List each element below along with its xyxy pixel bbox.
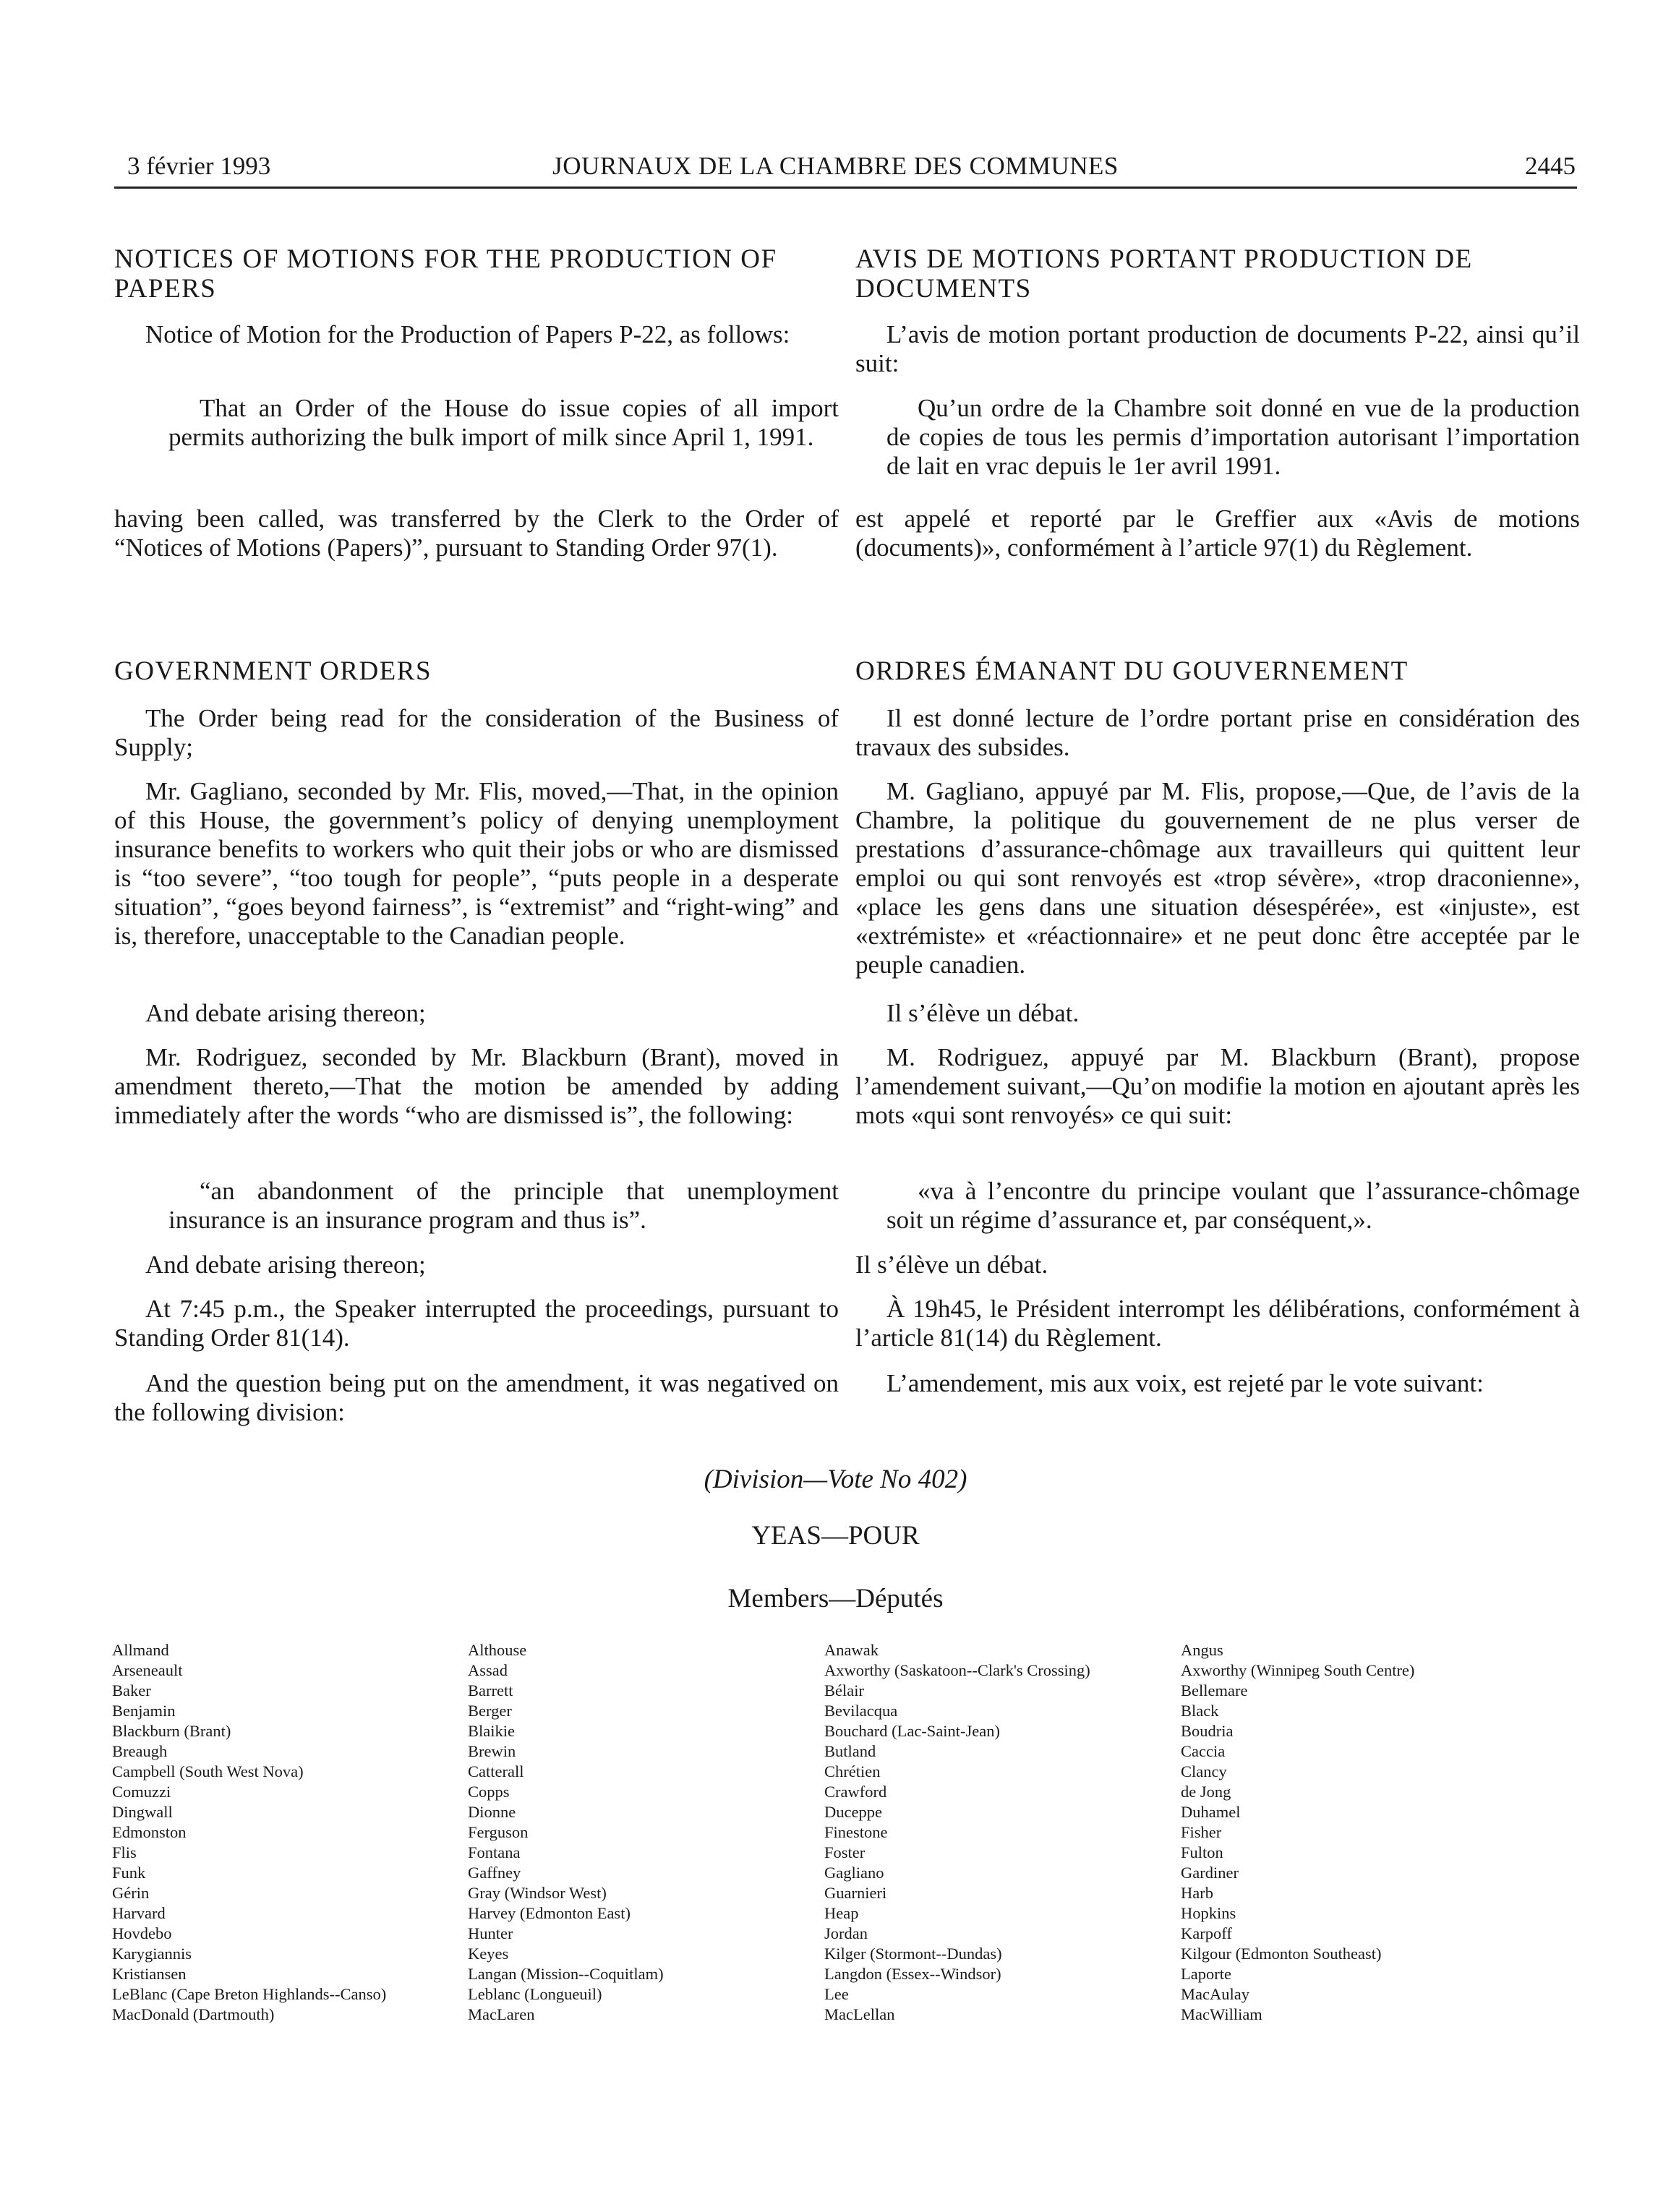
member-name: Karygiannis [112, 1945, 192, 1963]
page-number: 2445 [1525, 152, 1576, 180]
member-name: Keyes [468, 1945, 509, 1963]
member-name: MacLaren [468, 2005, 535, 2023]
gov-p6-fr: À 19h45, le Président interrompt les délibérations, conformément à l’article 81(14) du Règlement. [855, 1295, 1580, 1352]
member-name: LeBlanc (Cape Breton Highlands--Canso) [112, 1985, 387, 2003]
member-name: Bélair [824, 1681, 864, 1699]
member-name: Assad [468, 1661, 508, 1679]
member-name: Heap [824, 1904, 859, 1922]
member-name: Anawak [824, 1641, 879, 1659]
member-name: Jordan [824, 1924, 868, 1942]
member-name: Harb [1181, 1884, 1213, 1902]
members-column-2 [468, 1640, 815, 2025]
notice-outcome-en: having been called, was transferred by the Clerk to the Order of “Notices of Motions (Papers)”, pursuant to Standing Order 97(1). [114, 505, 839, 562]
gov-p7-fr: L’amendement, mis aux voix, est rejeté par le vote suivant: [886, 1369, 1484, 1397]
member-name: Berger [468, 1702, 512, 1720]
member-name: Bouchard (Lac-Saint-Jean) [824, 1722, 1001, 1740]
gov-p5-fr: Il s’élève un débat. [855, 1251, 1048, 1279]
gov-p2-en: Mr. Gagliano, seconded by Mr. Flis, moved,—That, in the opinion of this House, the government’s policy of denying unemployment insurance benefits to workers who quit their jobs or who are dismissed is “too severe”, “too tough for people”, “puts people in a desperate situation”, “goes beyond fairness”, is “extremist” and “right-wing” and is, therefore, unacceptable to the Canadian people. [114, 777, 839, 950]
member-name: Gray (Windsor West) [468, 1884, 607, 1902]
member-name: Ferguson [468, 1823, 529, 1841]
member-name: Fisher [1181, 1823, 1222, 1841]
member-name: Fontana [468, 1843, 521, 1861]
member-name: Axworthy (Winnipeg South Centre) [1181, 1661, 1415, 1679]
gov-p1-en: The Order being read for the consideration of the Business of Supply; [114, 704, 839, 761]
gov-quote-en: “an abandonment of the principle that unemployment insurance is an insurance program and thus is”. [168, 1177, 839, 1234]
gov-p1-fr: Il est donné lecture de l’ordre portant prise en considération des travaux des subsides. [855, 704, 1580, 761]
member-name: Funk [112, 1864, 146, 1882]
member-name: Dingwall [112, 1803, 173, 1821]
member-name: Breaugh [112, 1742, 168, 1760]
member-name: Chrétien [824, 1762, 881, 1780]
member-name: Leblanc (Longueuil) [468, 1985, 602, 2003]
member-name: Karpoff [1181, 1924, 1232, 1942]
member-name: Axworthy (Saskatoon--Clark's Crossing) [824, 1661, 1090, 1679]
member-name: Butland [824, 1742, 876, 1760]
member-name: MacLellan [824, 2005, 895, 2023]
members-column-3 [824, 1640, 1171, 2025]
member-name: Langan (Mission--Coquitlam) [468, 1965, 664, 1983]
notice-intro-en: Notice of Motion for the Production of Papers P-22, as follows: [145, 320, 790, 348]
member-name: Bevilacqua [824, 1702, 898, 1720]
member-name: Benjamin [112, 1702, 176, 1720]
notices-heading-fr: AVIS DE MOTIONS PORTANT PRODUCTION DE DOCUMENTS [855, 244, 1473, 304]
member-name: Gagliano [824, 1864, 884, 1882]
member-name: Campbell (South West Nova) [112, 1762, 304, 1780]
member-name: Guarnieri [824, 1884, 887, 1902]
gov-p4-en: Mr. Rodriguez, seconded by Mr. Blackburn (Brant), moved in amendment thereto,—That the motion be amended by adding immediately after the words “who are dismissed is”, the following: [114, 1043, 839, 1129]
member-name: Gaffney [468, 1864, 521, 1882]
header-rule [114, 187, 1577, 189]
member-name: Angus [1181, 1641, 1223, 1659]
notice-outcome-fr: est appelé et reporté par le Greffier aux «Avis de motions (documents)», conformément à l’article 97(1) du Règlement. [855, 505, 1580, 562]
member-name: Kristiansen [112, 1965, 187, 1983]
member-name: Kilgour (Edmonton Southeast) [1181, 1945, 1382, 1963]
member-name: Foster [824, 1843, 866, 1861]
member-name: Lee [824, 1985, 849, 2003]
gov-p3-fr: Il s’élève un débat. [886, 999, 1080, 1027]
member-name: Crawford [824, 1783, 887, 1801]
member-name: Finestone [824, 1823, 888, 1841]
member-name: Hunter [468, 1924, 513, 1942]
member-name: Duhamel [1181, 1803, 1241, 1821]
division-label: (Division—Vote No 402) [704, 1465, 967, 1494]
gov-p5-en: And debate arising thereon; [145, 1251, 426, 1279]
member-name: Harvard [112, 1904, 166, 1922]
gov-p6-en: At 7:45 p.m., the Speaker interrupted the proceedings, pursuant to Standing Order 81(14). [114, 1295, 839, 1352]
member-name: Kilger (Stormont--Dundas) [824, 1945, 1002, 1963]
member-name: de Jong [1181, 1783, 1231, 1801]
member-name: Bellemare [1181, 1681, 1248, 1699]
member-name: Catterall [468, 1762, 524, 1780]
member-name: Clancy [1181, 1762, 1227, 1780]
member-name: Black [1181, 1702, 1219, 1720]
member-name: Althouse [468, 1641, 527, 1659]
member-name: Boudria [1181, 1722, 1234, 1740]
members-column-4 [1181, 1640, 1528, 2025]
member-name: Copps [468, 1783, 510, 1801]
member-name: Arseneault [112, 1661, 183, 1679]
member-name: Barrett [468, 1681, 513, 1699]
member-name: Laporte [1181, 1965, 1231, 1983]
member-name: Brewin [468, 1742, 516, 1760]
gov-p2-fr: M. Gagliano, appuyé par M. Flis, propose,—Que, de l’avis de la Chambre, la politique du gouvernement de ne plus verser de prestations d’assurance-chômage aux travailleurs qui quittent leur emploi ou qui sont renvoyés est «trop sévère», «trop draconienne», «place les gens dans une situation désespérée», est «injuste», est «extrémiste» et «réactionnaire» et ne peut donc être acceptée par le peuple canadien. [855, 777, 1580, 979]
member-name: Harvey (Edmonton East) [468, 1904, 631, 1922]
member-name: Duceppe [824, 1803, 882, 1821]
member-name: Blaikie [468, 1722, 515, 1740]
member-name: Langdon (Essex--Windsor) [824, 1965, 1001, 1983]
member-name: Dionne [468, 1803, 516, 1821]
notice-intro-fr: L’avis de motion portant production de documents P-22, ainsi qu’il suit: [855, 320, 1580, 377]
member-name: MacAulay [1181, 1985, 1249, 2003]
member-name: Gardiner [1181, 1864, 1239, 1882]
member-name: Blackburn (Brant) [112, 1722, 231, 1740]
member-name: Caccia [1181, 1742, 1226, 1760]
member-name: Allmand [112, 1641, 169, 1659]
gov-p3-en: And debate arising thereon; [145, 999, 426, 1027]
member-name: Fulton [1181, 1843, 1223, 1861]
members-heading: Members—Députés [727, 1584, 944, 1613]
yeas-heading: YEAS—POUR [751, 1521, 920, 1551]
member-name: MacDonald (Dartmouth) [112, 2005, 275, 2023]
member-name: Flis [112, 1843, 137, 1861]
gov-orders-heading-en: GOVERNMENT ORDERS [114, 656, 432, 686]
header-title: JOURNAUX DE LA CHAMBRE DES COMMUNES [552, 152, 1119, 180]
gov-quote-fr: «va à l’encontre du principe voulant que l’assurance-chômage soit un régime d’assurance et, par conséquent,». [886, 1177, 1580, 1234]
member-name: Hopkins [1181, 1904, 1236, 1922]
member-name: Edmonston [112, 1823, 187, 1841]
gov-p4-fr: M. Rodriguez, appuyé par M. Blackburn (Brant), propose l’amendement suivant,—Qu’on modifie la motion en ajoutant après les mots «qui sont renvoyés» ce qui suit: [855, 1043, 1580, 1129]
notice-quote-en: That an Order of the House do issue copies of all import permits authorizing the bulk import of milk since April 1, 1991. [168, 394, 839, 451]
member-name: MacWilliam [1181, 2005, 1262, 2023]
members-column-1 [112, 1640, 459, 2025]
member-name: Comuzzi [112, 1783, 171, 1801]
notices-heading-en: NOTICES OF MOTIONS FOR THE PRODUCTION OF PAPERS [114, 244, 777, 304]
member-name: Baker [112, 1681, 151, 1699]
member-name: Gérin [112, 1884, 150, 1902]
gov-orders-heading-fr: ORDRES ÉMANANT DU GOUVERNEMENT [855, 656, 1409, 686]
notice-quote-fr: Qu’un ordre de la Chambre soit donné en vue de la production de copies de tous les permis d’importation autorisant l’importation de lait en vrac depuis le 1er avril 1991. [886, 394, 1580, 480]
gov-p7-en: And the question being put on the amendment, it was negatived on the following division: [114, 1369, 839, 1426]
member-name: Hovdebo [112, 1924, 172, 1942]
header-date: 3 février 1993 [127, 152, 271, 180]
